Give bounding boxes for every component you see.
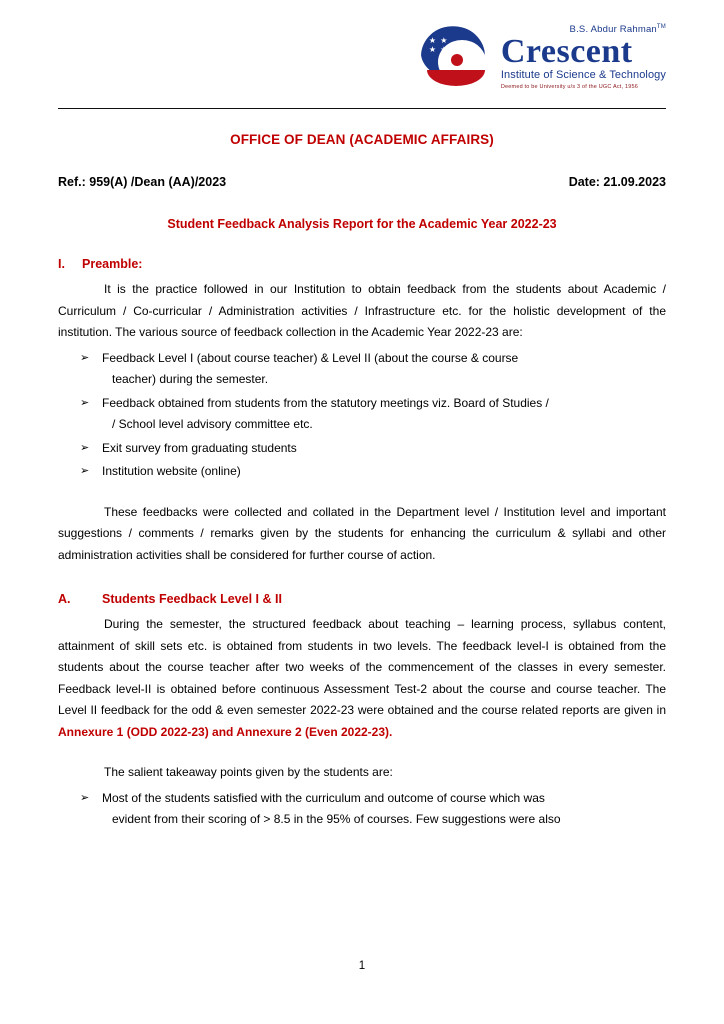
institution-logo [421, 24, 666, 90]
preamble-bullet-list [58, 348, 666, 483]
section-number: A. [58, 592, 71, 606]
list-item [58, 461, 666, 483]
section-a-paragraph-1 [58, 614, 666, 743]
list-item-line1: Most of the students satisfied with the curriculum and outcome of course which was [102, 790, 545, 805]
office-title: OFFICE OF DEAN (ACADEMIC AFFAIRS) [230, 132, 494, 147]
annexure-reference: Annexure 1 (ODD 2022-23) and Annexure 2 (Even 2022-23). [58, 724, 393, 739]
brand-sub-text: Institute of Science & Technology [500, 69, 666, 82]
arrow-bullet-icon: ➢ [80, 465, 90, 477]
section-title: Students Feedback Level I & II [102, 592, 282, 606]
letterhead [58, 18, 666, 104]
section-a-bullet-list [58, 788, 666, 831]
section-a-paragraph-1-text: During the semester, the structured feedback about teaching – learning process, syllabus content, attainment of skill sets etc. is obtained from students in two levels. The feedback level-I is obtained from the students about the course teacher after two weeks of the commencement of the classes in every semester. Feedback level-II is obtained before continuous Assessment Test-2 about the course and course teacher. The Level II feedback for the odd & even semester 2022-23 were obtained and the course related reports are given in [58, 617, 666, 717]
list-item-line2: evident from their scoring of > 8.5 in the 95% of courses. Few suggestions were also [112, 812, 561, 826]
arrow-bullet-icon: ➢ [80, 441, 90, 454]
brand-main-text: Crescent [500, 33, 633, 71]
list-item [58, 788, 666, 831]
reference-number: Ref.: 959(A) /Dean (AA)/2023 [58, 175, 227, 189]
list-item-line1: Institution website (online) [102, 464, 241, 478]
list-item-line1: Exit survey from graduating students [102, 440, 297, 455]
section-heading-students-feedback [58, 592, 666, 606]
list-item [58, 438, 666, 460]
brand-top-text: B.S. Abdur Rahman [569, 24, 657, 36]
arrow-bullet-icon: ➢ [80, 791, 90, 804]
section-a-paragraph-2: The salient takeaway points given by the students are: [104, 765, 393, 779]
page-number: 1 [358, 960, 366, 972]
header-divider [58, 108, 666, 109]
reference-line [58, 175, 666, 189]
list-item [58, 393, 666, 436]
list-item-line1: Feedback obtained from students from the statutory meetings viz. Board of Studies / [102, 395, 549, 410]
arrow-bullet-icon: ➢ [80, 351, 90, 364]
preamble-paragraph-1: It is the practice followed in our Institution to obtain feedback from the students about Academic / Curriculum / Co-curricular / Administration activities / Infrastructure etc. for the holistic development of the institution. The various source of feedback collection in the Academic Year 2022-23 are: [58, 282, 666, 339]
list-item-line2: / School level advisory committee etc. [112, 417, 313, 431]
list-item-line1: Feedback Level I (about course teacher) & Level II (about the course & course [102, 350, 519, 365]
trademark-mark: TM [656, 24, 666, 30]
section-heading-preamble [58, 257, 666, 271]
section-title: Preamble: [82, 257, 143, 271]
report-title: Student Feedback Analysis Report for the Academic Year 2022-23 [167, 217, 557, 231]
preamble-paragraph-2: These feedbacks were collected and collated in the Department level / Institution level and important suggestions / comments / remarks given by the students for enhancing the curriculum & syllabi and other administration activities shall be considered for further course of action. [58, 504, 666, 562]
list-item-line2: teacher) during the semester. [112, 372, 269, 386]
section-number: I. [58, 257, 65, 271]
brand-fine-text: Deemed to be University u/s 3 of the UGC Act, 1956 [500, 83, 639, 90]
list-item [58, 348, 666, 391]
crescent-star-logo-icon: ★ ★ ★ ★ [421, 24, 493, 90]
arrow-bullet-icon: ➢ [80, 396, 90, 409]
document-date: Date: 21.09.2023 [568, 175, 666, 189]
